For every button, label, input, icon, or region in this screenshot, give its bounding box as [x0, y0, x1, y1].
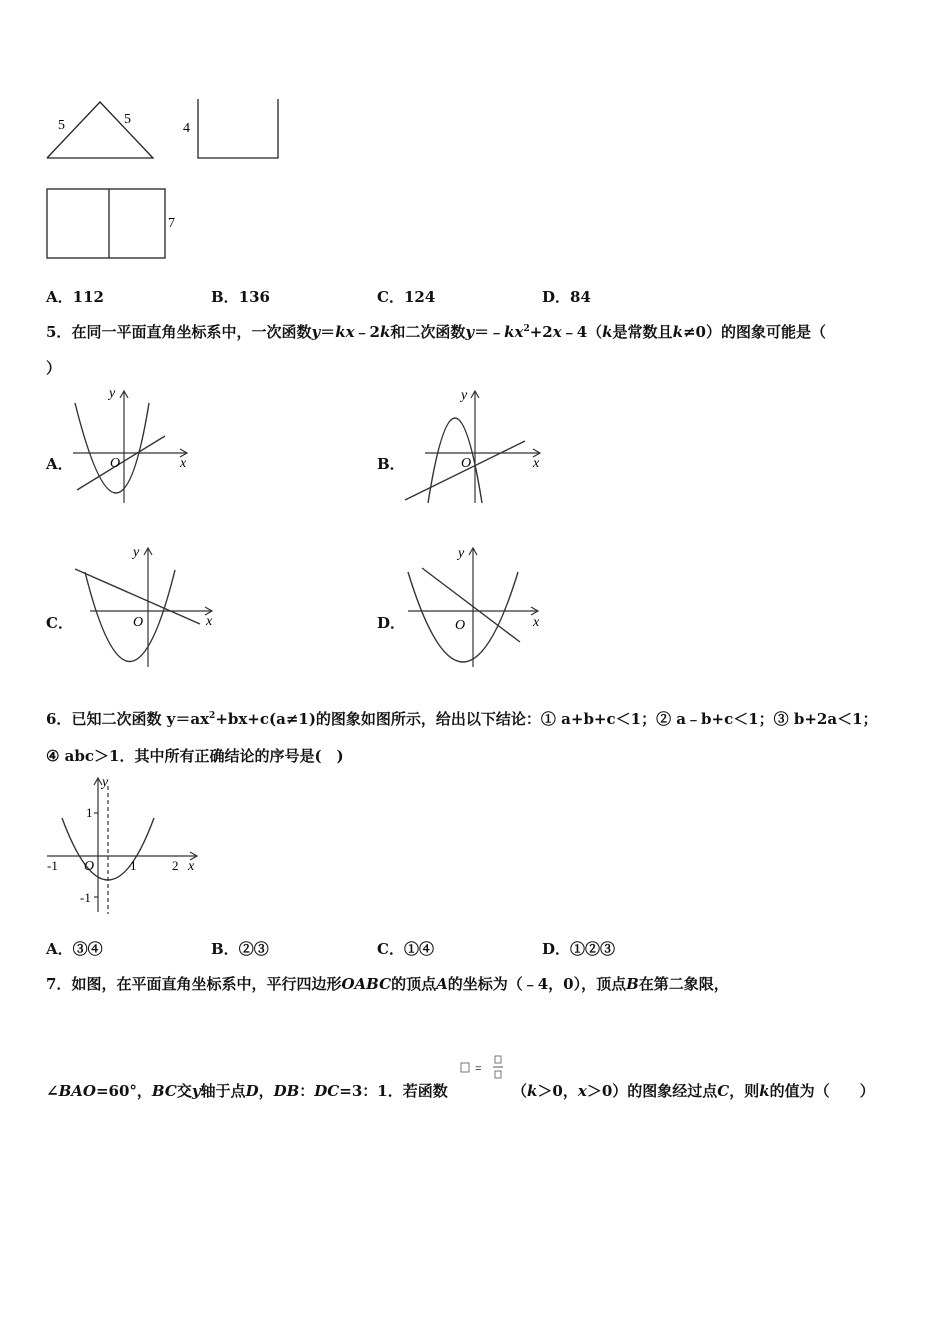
text: ＞0）的图象经过点	[586, 1082, 718, 1100]
superscript: 2	[209, 711, 216, 721]
text: 和二次函数	[390, 323, 466, 341]
text: 交	[176, 1082, 192, 1100]
text: =60°，	[95, 1082, 152, 1100]
text: 在同一平面直角坐标系中，一次函数	[71, 323, 312, 341]
var: A	[436, 975, 448, 993]
origin-label: O	[84, 859, 95, 874]
q6-option-b[interactable]	[211, 938, 269, 959]
graph-a-svg	[65, 383, 200, 508]
q6-graph	[42, 772, 207, 920]
q6-option-a[interactable]	[46, 938, 103, 959]
bottom-view	[47, 189, 165, 258]
q6-stem-line2: ④ abc＞1．其中所有正确结论的序号是( )	[46, 747, 344, 765]
var: DC	[314, 1082, 340, 1100]
parabola	[75, 403, 149, 493]
var: kx	[504, 323, 524, 341]
origin-label: O	[133, 615, 144, 630]
text: 的值为（ ）	[769, 1082, 875, 1100]
var: DB	[273, 1082, 300, 1100]
option-letter: C．	[377, 288, 404, 306]
graph-d-svg	[400, 542, 550, 672]
option-letter: B．	[211, 940, 239, 958]
var: k	[672, 323, 683, 341]
parabola	[85, 570, 175, 662]
var: ∠BAO	[46, 1082, 96, 1100]
text: 如图，在平面直角坐标系中，平行四边形	[71, 975, 342, 993]
x-label: x	[533, 615, 540, 630]
x-label: x	[180, 456, 187, 471]
q4-option-b[interactable]	[211, 286, 270, 307]
tick-label-x-neg1: -1	[47, 858, 58, 873]
option-text: ①④	[403, 940, 434, 958]
option-text: ③④	[72, 940, 103, 958]
option-text: 84	[570, 288, 591, 306]
option-letter: A．	[46, 288, 73, 306]
formula-svg	[458, 1053, 506, 1087]
line	[77, 436, 165, 490]
option-text: 112	[72, 288, 104, 306]
var: y	[465, 323, 475, 341]
question-number: 7．	[46, 975, 72, 993]
text: ≠0）的图象可能是（	[682, 323, 826, 341]
text: 轴于点	[200, 1082, 246, 1100]
q5-option-c[interactable]: C．	[46, 614, 73, 632]
tick-label-x1: 1	[130, 858, 137, 873]
q6-option-c[interactable]	[377, 938, 434, 959]
text: （	[512, 1082, 528, 1100]
superscript: 2	[523, 324, 530, 334]
option-letter: C．	[377, 940, 404, 958]
var: D	[245, 1082, 259, 1100]
q5-stem-line2: ）	[46, 359, 62, 377]
q6-option-d[interactable]	[542, 938, 615, 959]
q5-option-d[interactable]: D．	[377, 614, 406, 632]
line	[422, 568, 520, 642]
y-label: y	[102, 775, 109, 790]
option-text: ②③	[238, 940, 269, 958]
text: ，	[258, 1082, 274, 1100]
three-view-svg	[40, 95, 290, 270]
q7-stem-line2	[46, 1080, 448, 1101]
var: BC	[151, 1082, 177, 1100]
var: k	[527, 1082, 538, 1100]
y-label: y	[133, 545, 140, 560]
text: ＝	[320, 323, 336, 341]
graph-b-svg	[400, 383, 555, 508]
question-number: 5．	[46, 323, 72, 341]
option-letter: A．	[46, 940, 73, 958]
formula-denominator-box	[495, 1071, 501, 1078]
origin-label: O	[110, 456, 121, 471]
text: ：	[299, 1082, 315, 1100]
text: 的坐标为（﹣4，0），顶点	[447, 975, 627, 993]
var: y	[311, 323, 321, 341]
text: ﹣4（	[561, 323, 603, 341]
option-text: 124	[403, 288, 436, 306]
q5-graph-a	[65, 383, 200, 508]
option-letter: B．	[211, 288, 239, 306]
var: k	[602, 323, 613, 341]
question-number: 6．	[46, 710, 72, 728]
q6-graph-svg	[42, 772, 207, 920]
tick-label-x2: 2	[172, 858, 179, 873]
text: ＞0，	[537, 1082, 578, 1100]
three-view-figure	[40, 95, 290, 270]
origin-label: O	[455, 618, 466, 633]
formula-y-box	[461, 1063, 469, 1072]
q6-stem-line1	[46, 708, 878, 729]
q5-stem	[46, 321, 826, 342]
option-text: 136	[238, 288, 270, 306]
y-label: y	[461, 388, 468, 403]
q7-stem-line2-tail	[512, 1080, 875, 1101]
formula-equals: =	[475, 1061, 482, 1075]
text: 的顶点	[391, 975, 437, 993]
var: C	[717, 1082, 730, 1100]
graph-c-svg	[70, 542, 220, 672]
var: kx	[335, 323, 355, 341]
var: B	[626, 975, 639, 993]
y-label: y	[109, 386, 116, 401]
x-label: x	[188, 859, 195, 874]
option-letter: D．	[542, 288, 571, 306]
rectangle-side-label: 4	[183, 121, 190, 136]
text: ﹣2	[354, 323, 380, 341]
q5-option-b[interactable]: B．	[377, 455, 405, 473]
option-letter: D．	[542, 940, 571, 958]
q7-formula	[458, 1053, 506, 1087]
rectangle-view	[198, 99, 278, 158]
triangle-left-label: 5	[58, 118, 65, 133]
q4-option-a[interactable]	[46, 286, 104, 307]
text: =3：1．若函数	[339, 1082, 448, 1100]
text: 在第二象限，	[638, 975, 729, 993]
var: x	[552, 323, 562, 341]
y-label: y	[458, 546, 465, 561]
x-label: x	[533, 456, 540, 471]
triangle-right-label: 5	[124, 112, 131, 127]
q4-option-c[interactable]	[377, 286, 435, 307]
var: y	[191, 1082, 201, 1100]
var: k	[759, 1082, 770, 1100]
q4-option-d[interactable]	[542, 286, 591, 307]
q5-graph-b	[400, 383, 555, 508]
x-label: x	[206, 614, 213, 629]
formula-numerator-box	[495, 1056, 501, 1063]
bottom-side-label: 7	[168, 216, 175, 231]
var: x	[577, 1082, 587, 1100]
parabola	[428, 418, 482, 503]
text: +2	[529, 323, 553, 341]
parabola	[408, 572, 518, 662]
q5-option-a[interactable]: A．	[46, 455, 73, 473]
q5-graph-d	[400, 542, 550, 672]
text: +bx+c(a≠1)的图象如图所示，给出以下结论：① a+b+c＜1；② a﹣b+c＜1；③ b+2a＜1；	[215, 710, 878, 728]
text: ＝﹣	[474, 323, 505, 341]
q5-graph-c	[70, 542, 220, 672]
text: 是常数且	[612, 323, 673, 341]
origin-label: O	[461, 456, 472, 471]
tick-label-y1: 1	[86, 805, 93, 820]
tick-label-y-neg1: -1	[80, 890, 91, 905]
option-text: ①②③	[570, 940, 616, 958]
text: 已知二次函数 y＝ax	[71, 710, 210, 728]
var: k	[379, 323, 391, 341]
text: ，则	[729, 1082, 760, 1100]
var: OABC	[341, 975, 392, 993]
q7-stem-line1	[46, 973, 729, 994]
